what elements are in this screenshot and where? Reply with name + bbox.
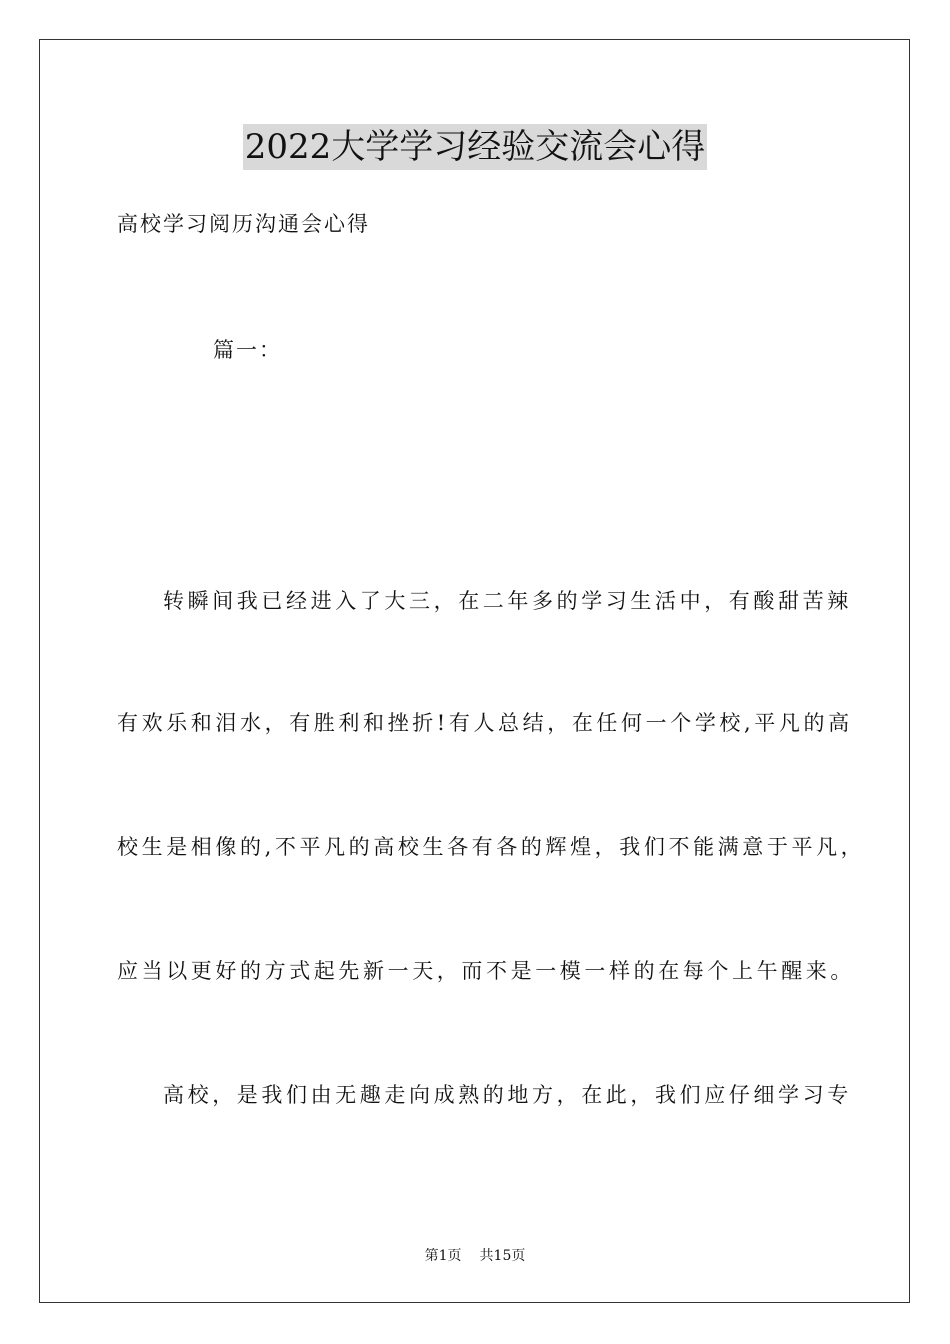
- body-line-4: 应当以更好的方式起先新一天，而不是一模一样的在每个上午醒来。: [117, 959, 855, 983]
- page-number: 第1页: [424, 1248, 462, 1264]
- document-title: 2022大学学习经验交流会心得: [243, 124, 708, 170]
- body-line-1: 转瞬间我已经进入了大三，在二年多的学习生活中，有酸甜苦辣: [163, 589, 852, 613]
- document-subtitle: 高校学习阅历沟通会心得: [117, 212, 370, 236]
- body-line-2: 有欢乐和泪水，有胜利和挫折!有人总结，在任何一个学校,平凡的高: [117, 711, 853, 735]
- page-footer: [0, 1246, 950, 1266]
- page-total: 共15页: [479, 1248, 526, 1264]
- body-line-5: 高校，是我们由无趣走向成熟的地方，在此，我们应仔细学习专: [163, 1083, 852, 1107]
- document-title-block: [0, 124, 950, 170]
- section-heading: 篇一：: [213, 338, 282, 362]
- body-line-3: 校生是相像的,不平凡的高校生各有各的辉煌，我们不能满意于平凡，: [117, 835, 866, 859]
